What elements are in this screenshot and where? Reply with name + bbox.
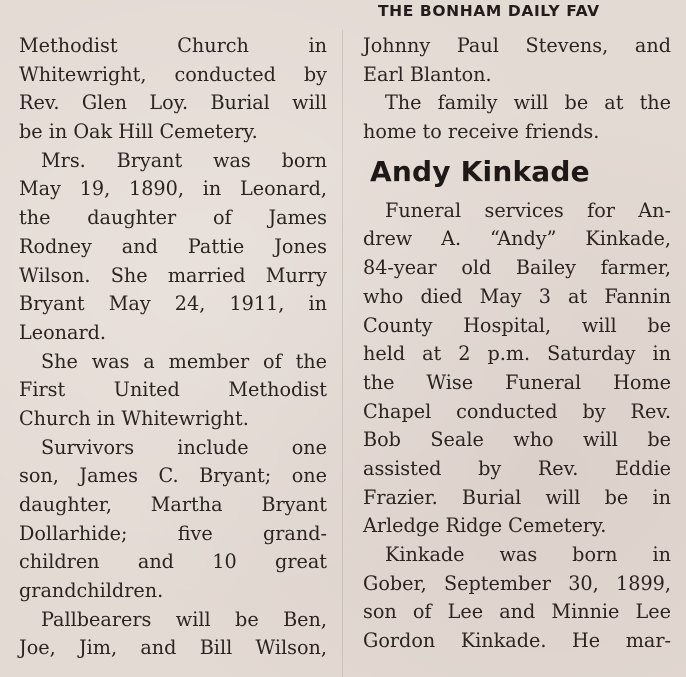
- newspaper-masthead: THE BONHAM DAILY FAV: [378, 2, 600, 20]
- text-line: Chapel conducted by Rev.: [363, 399, 671, 423]
- text-line: daughter, Martha Bryant: [19, 493, 327, 516]
- text-line: County Hospital, will be: [363, 313, 671, 337]
- text-line: assisted by Rev. Eddie: [363, 456, 671, 480]
- text-line: Johnny Paul Stevens, and: [363, 34, 671, 57]
- text-line: home to receive friends.: [363, 120, 600, 144]
- text-line: Bob Seale who will be: [363, 428, 671, 452]
- text-line: Wilson. She married Murry: [19, 263, 327, 287]
- text-line: Kinkade was born in: [385, 543, 671, 566]
- text-line: son, James C. Bryant; one: [19, 464, 327, 488]
- right-column-kinkade-obituary: [363, 197, 671, 656]
- text-line: Frazier. Burial will be in: [363, 485, 671, 509]
- text-line: Earl Blanton.: [363, 62, 492, 86]
- column-divider: [342, 30, 343, 677]
- text-line: grandchildren.: [19, 579, 164, 603]
- text-line: Bryant May 24, 1911, in: [19, 292, 327, 316]
- text-line: Funeral services for An-: [385, 198, 671, 222]
- text-line: held at 2 p.m. Saturday in: [363, 342, 671, 366]
- obituary-headline: Andy Kinkade: [370, 154, 590, 188]
- text-line: the daughter of James: [19, 206, 327, 230]
- text-line: Methodist Church in: [19, 34, 327, 57]
- text-line: the Wise Funeral Home: [363, 370, 671, 394]
- text-line: May 19, 1890, in Leonard,: [19, 177, 327, 201]
- text-line: Joe, Jim, and Bill Wilson,: [19, 636, 327, 660]
- text-line: Pallbearers will be Ben,: [41, 607, 327, 631]
- text-line: be in Oak Hill Cemetery.: [19, 120, 258, 144]
- text-line: son of Lee and Minnie Lee: [363, 600, 671, 624]
- text-line: Gordon Kinkade. He mar-: [363, 629, 671, 653]
- text-line: Church in Whitewright.: [19, 406, 249, 430]
- text-line: drew A. “Andy” Kinkade,: [363, 227, 671, 251]
- text-line: Gober, September 30, 1899,: [363, 571, 671, 595]
- text-line: She was a member of the: [41, 349, 327, 373]
- text-line: Rodney and Pattie Jones: [19, 234, 327, 258]
- text-line: Mrs. Bryant was born: [41, 148, 327, 172]
- text-line: who died May 3 at Fannin: [363, 284, 671, 308]
- text-line: Dollarhide; five grand-: [19, 521, 327, 545]
- right-column-top-text: [363, 32, 671, 147]
- text-line: Leonard.: [19, 320, 106, 344]
- text-line: Whitewright, conducted by: [19, 62, 327, 86]
- text-line: Arledge Ridge Cemetery.: [363, 514, 607, 538]
- text-line: Survivors include one: [41, 435, 327, 459]
- left-column-obituary-text: [19, 32, 327, 663]
- text-line: The family will be at the: [385, 91, 671, 115]
- text-line: children and 10 great: [19, 550, 327, 574]
- text-line: First United Methodist: [19, 378, 327, 402]
- right-column: [363, 32, 671, 656]
- text-line: 84-year old Bailey farmer,: [363, 256, 671, 280]
- text-line: Rev. Glen Loy. Burial will: [19, 91, 327, 115]
